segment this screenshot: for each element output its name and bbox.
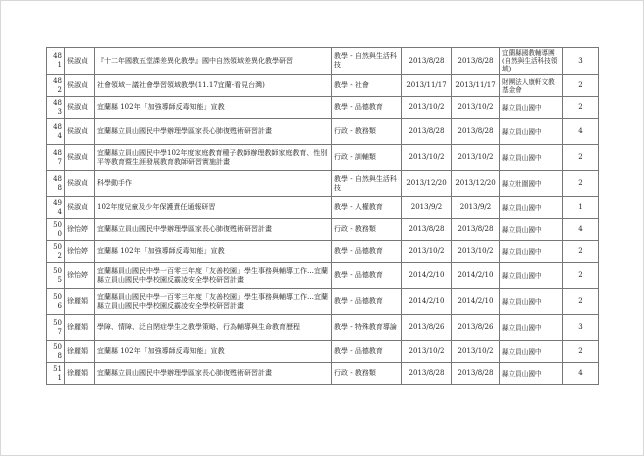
hours-cell	[563, 75, 599, 97]
teacher-name: 徐怡婷	[67, 247, 88, 255]
start-date-cell	[402, 145, 452, 171]
record-number-cell	[47, 219, 65, 241]
course-category-cell	[332, 75, 402, 97]
hours-cell	[563, 289, 599, 315]
end-date-cell	[452, 197, 500, 219]
teacher-name-cell	[65, 48, 95, 75]
course-title: 宜蘭縣立員山國民中學辦理學區家長心肺復甦術研習計畫	[97, 225, 272, 233]
organizer: 縣立員山國中	[502, 323, 542, 332]
course-category-cell	[332, 145, 402, 171]
record-number-cell	[47, 363, 65, 385]
hours-cell	[563, 219, 599, 241]
course-category: 行政 - 教務類	[334, 369, 376, 377]
course-title-cell	[95, 241, 332, 263]
end-date-cell	[452, 315, 500, 341]
course-title-cell	[95, 289, 332, 315]
teacher-name: 侯淑貞	[67, 179, 88, 187]
hours: 3	[578, 323, 583, 331]
hours: 2	[578, 81, 583, 89]
record-number: 511	[53, 364, 62, 382]
organizer: 縣立員山國中	[502, 247, 542, 256]
end-date: 2013/8/28	[457, 127, 494, 135]
record-number-cell	[47, 289, 65, 315]
record-number-cell	[47, 97, 65, 119]
hours: 2	[578, 247, 583, 255]
organizer-cell	[500, 263, 563, 289]
teacher-name: 徐怡婷	[67, 225, 88, 233]
end-date-cell	[452, 241, 500, 263]
record-number: 484	[53, 122, 62, 140]
record-number: 500	[53, 220, 62, 238]
record-number: 508	[53, 342, 62, 360]
organizer: 縣立員山國中	[502, 103, 542, 112]
course-category: 教學 - 品德教育	[334, 271, 383, 279]
course-category: 行政 - 訓輔類	[334, 153, 376, 161]
course-title-cell	[95, 263, 332, 289]
course-category-cell	[332, 241, 402, 263]
teacher-name: 徐麗娟	[67, 297, 88, 305]
table-row	[47, 75, 599, 97]
organizer-cell	[500, 145, 563, 171]
start-date-cell	[402, 315, 452, 341]
organizer: 財團法人康軒文教基金會	[502, 77, 555, 94]
course-title-cell	[95, 145, 332, 171]
hours-cell	[563, 119, 599, 145]
course-category: 教學 - 自然與生活科技	[334, 52, 397, 69]
course-title: 『十二年國教五堂課差異化教學』國中自然領域差異化教學研習	[97, 56, 293, 65]
end-date: 2013/8/28	[457, 56, 494, 65]
start-date: 2013/10/2	[408, 347, 445, 355]
record-number-cell	[47, 341, 65, 363]
organizer: 縣立員山國中	[502, 271, 542, 280]
table-row	[47, 315, 599, 341]
record-number: 506	[53, 292, 62, 310]
end-date-cell	[452, 341, 500, 363]
start-date: 2013/10/2	[408, 247, 445, 255]
organizer-cell	[500, 48, 563, 75]
teacher-name: 侯淑貞	[67, 203, 88, 211]
start-date: 2013/8/28	[408, 127, 445, 135]
organizer-cell	[500, 363, 563, 385]
table-row	[47, 241, 599, 263]
end-date: 2013/10/2	[457, 153, 494, 161]
end-date: 2013/9/2	[459, 203, 492, 211]
course-title: 社會領域－議社會學習領域教學(11.17宜蘭-看見台灣)	[97, 81, 265, 89]
start-date: 2013/10/2	[408, 103, 445, 111]
course-title-cell	[95, 75, 332, 97]
end-date: 2013/8/28	[457, 225, 494, 233]
record-number-cell	[47, 145, 65, 171]
course-category: 教學 - 品德教育	[334, 103, 383, 111]
table-row	[47, 197, 599, 219]
teacher-name: 侯淑貞	[67, 153, 88, 161]
teacher-name-cell	[65, 289, 95, 315]
organizer: 縣立員山國中	[502, 347, 542, 356]
end-date-cell	[452, 289, 500, 315]
teacher-name-cell	[65, 75, 95, 97]
start-date: 2013/10/2	[408, 153, 445, 161]
teacher-name: 侯淑貞	[67, 56, 88, 65]
hours-cell	[563, 241, 599, 263]
record-number: 482	[53, 76, 62, 94]
table-row	[47, 48, 599, 75]
hours-cell	[563, 171, 599, 197]
end-date-cell	[452, 363, 500, 385]
course-title-cell	[95, 363, 332, 385]
end-date: 2013/8/26	[457, 323, 494, 331]
teacher-name: 徐麗娟	[67, 369, 88, 377]
course-category: 教學 - 品德教育	[334, 247, 383, 255]
end-date: 2013/12/20	[455, 179, 496, 187]
hours: 4	[578, 127, 583, 135]
end-date-cell	[452, 145, 500, 171]
start-date-cell	[402, 219, 452, 241]
organizer: 縣立壯圍國中	[502, 179, 542, 188]
record-number-cell	[47, 75, 65, 97]
end-date-cell	[452, 97, 500, 119]
start-date: 2013/8/28	[408, 56, 445, 65]
course-title: 宜蘭縣 102年「加強導師反毒知能」宣教	[97, 103, 225, 111]
start-date-cell	[402, 289, 452, 315]
hours: 1	[578, 203, 583, 211]
course-category-cell	[332, 289, 402, 315]
end-date: 2013/11/17	[455, 81, 496, 89]
organizer: 縣立員山國中	[502, 203, 542, 212]
start-date-cell	[402, 171, 452, 197]
course-title: 科學動手作	[97, 179, 132, 187]
start-date: 2014/2/10	[408, 271, 445, 279]
course-category-cell	[332, 119, 402, 145]
hours-cell	[563, 263, 599, 289]
hours-cell	[563, 97, 599, 119]
hours-cell	[563, 341, 599, 363]
hours: 2	[578, 103, 583, 111]
end-date: 2014/2/10	[457, 297, 494, 305]
start-date-cell	[402, 241, 452, 263]
course-category: 行政 - 教務類	[334, 127, 376, 135]
organizer-cell	[500, 197, 563, 219]
table-row	[47, 97, 599, 119]
start-date-cell	[402, 363, 452, 385]
start-date: 2013/11/17	[406, 81, 447, 89]
organizer-cell	[500, 171, 563, 197]
organizer: 縣立員山國中	[502, 297, 542, 306]
course-category: 教學 - 品德教育	[334, 347, 383, 355]
table-row	[47, 145, 599, 171]
table-row	[47, 341, 599, 363]
record-number: 494	[53, 198, 62, 216]
start-date: 2013/9/2	[410, 203, 443, 211]
organizer-cell	[500, 97, 563, 119]
teacher-name-cell	[65, 315, 95, 341]
teacher-name-cell	[65, 241, 95, 263]
start-date: 2014/2/10	[408, 297, 445, 305]
organizer-cell	[500, 219, 563, 241]
end-date: 2013/10/2	[457, 103, 494, 111]
end-date-cell	[452, 48, 500, 75]
end-date: 2013/10/2	[457, 247, 494, 255]
course-category-cell	[332, 197, 402, 219]
course-title: 102年度兒童及少年保護責任通報研習	[97, 203, 216, 211]
course-category-cell	[332, 219, 402, 241]
hours: 2	[578, 297, 583, 305]
course-title-cell	[95, 97, 332, 119]
record-number-cell	[47, 171, 65, 197]
course-title: 宜蘭縣立員山國民中學102年度家庭教育種子教師辦理教師家庭教育、性別平等教育暨生涯發展教育教師研習實施計畫	[97, 148, 328, 166]
teacher-name: 徐麗娟	[67, 323, 88, 331]
organizer-cell	[500, 119, 563, 145]
course-category-cell	[332, 341, 402, 363]
hours: 2	[578, 179, 583, 187]
course-title: 宜蘭縣立員山國民中學辦理學區家長心肺復甦術研習計畫	[97, 127, 272, 135]
organizer: 縣立員山國中	[502, 369, 542, 378]
teacher-name-cell	[65, 145, 95, 171]
hours: 2	[578, 347, 583, 355]
hours: 2	[578, 153, 583, 161]
organizer-cell	[500, 241, 563, 263]
table-row	[47, 263, 599, 289]
organizer: 縣立員山國中	[502, 127, 542, 136]
teacher-name: 徐麗娟	[67, 347, 88, 355]
course-title: 宜蘭縣 102年「加強導師反毒知能」宣教	[97, 247, 225, 255]
teacher-name-cell	[65, 263, 95, 289]
hours: 2	[578, 271, 583, 279]
hours: 3	[578, 56, 583, 65]
end-date: 2014/2/10	[457, 271, 494, 279]
end-date: 2013/8/28	[457, 369, 494, 377]
record-number-cell	[47, 315, 65, 341]
course-category: 教學 - 特殊教育導論	[334, 323, 397, 331]
course-category-cell	[332, 363, 402, 385]
record-number: 481	[53, 52, 62, 69]
record-number-cell	[47, 241, 65, 263]
hours-cell	[563, 363, 599, 385]
end-date-cell	[452, 119, 500, 145]
teacher-name: 侯淑貞	[67, 127, 88, 135]
start-date-cell	[402, 341, 452, 363]
course-category: 行政 - 教務類	[334, 225, 376, 233]
start-date: 2013/12/20	[406, 179, 447, 187]
table-row	[47, 171, 599, 197]
hours-cell	[563, 315, 599, 341]
organizer-cell	[500, 341, 563, 363]
start-date: 2013/8/28	[408, 369, 445, 377]
course-title-cell	[95, 341, 332, 363]
course-title-cell	[95, 171, 332, 197]
teacher-name: 侯淑貞	[67, 81, 88, 89]
hours-cell	[563, 197, 599, 219]
start-date-cell	[402, 197, 452, 219]
table-row	[47, 219, 599, 241]
course-title-cell	[95, 119, 332, 145]
record-number-cell	[47, 197, 65, 219]
course-category-cell	[332, 315, 402, 341]
organizer: 縣立員山國中	[502, 153, 542, 162]
teacher-name: 侯淑貞	[67, 103, 88, 111]
course-title: 學障、情障、泛自閉症學生之教學策略、行為輔導與生命教育歷程	[97, 323, 300, 331]
record-number: 507	[53, 318, 62, 336]
course-title: 宜蘭縣立員山國民中學辦理學區家長心肺復甦術研習計畫	[97, 369, 272, 377]
end-date: 2013/10/2	[457, 347, 494, 355]
organizer-cell	[500, 75, 563, 97]
course-title-cell	[95, 219, 332, 241]
start-date: 2013/8/28	[408, 225, 445, 233]
start-date-cell	[402, 97, 452, 119]
course-category-cell	[332, 48, 402, 75]
teacher-name-cell	[65, 197, 95, 219]
course-title: 宜蘭縣員山國民中學一百零三年度「友善校園」學生事務與輔導工作…宜蘭縣立員山國民中學校園反霸凌安全學校研習計畫	[97, 266, 328, 284]
start-date-cell	[402, 48, 452, 75]
teacher-name: 徐怡婷	[67, 271, 88, 279]
end-date-cell	[452, 171, 500, 197]
teacher-name-cell	[65, 119, 95, 145]
table-row	[47, 119, 599, 145]
hours: 4	[578, 369, 583, 377]
course-category: 教學 - 社會	[334, 81, 369, 89]
organizer-cell	[500, 289, 563, 315]
organizer: 縣立員山國中	[502, 225, 542, 234]
table-row	[47, 363, 599, 385]
course-category: 教學 - 品德教育	[334, 297, 383, 305]
course-title-cell	[95, 197, 332, 219]
teacher-name-cell	[65, 341, 95, 363]
course-category: 教學 - 人權教育	[334, 203, 383, 211]
end-date-cell	[452, 263, 500, 289]
course-title-cell	[95, 48, 332, 75]
training-records-table	[46, 47, 599, 385]
course-title: 宜蘭縣員山國民中學一百零三年度「友善校園」學生事務與輔導工作…宜蘭縣立員山國民中學校園反霸凌安全學校研習計畫	[97, 292, 328, 310]
organizer-cell	[500, 315, 563, 341]
record-number: 483	[53, 98, 62, 116]
course-category: 教學 - 自然與生活科技	[334, 174, 397, 192]
course-category-cell	[332, 97, 402, 119]
course-category-cell	[332, 171, 402, 197]
record-number-cell	[47, 48, 65, 75]
hours-cell	[563, 48, 599, 75]
course-category-cell	[332, 263, 402, 289]
course-title: 宜蘭縣 102年「加強導師反毒知能」宣教	[97, 347, 225, 355]
table-row	[47, 289, 599, 315]
record-number: 487	[53, 148, 62, 166]
record-number-cell	[47, 263, 65, 289]
record-number-cell	[47, 119, 65, 145]
organizer: 宜蘭縣國教輔導團(自然與生活科技領域)	[502, 49, 558, 73]
end-date-cell	[452, 219, 500, 241]
teacher-name-cell	[65, 171, 95, 197]
teacher-name-cell	[65, 97, 95, 119]
hours-cell	[563, 145, 599, 171]
record-number: 505	[53, 266, 62, 284]
record-number: 502	[53, 242, 62, 260]
start-date-cell	[402, 119, 452, 145]
course-title-cell	[95, 315, 332, 341]
table-body	[47, 48, 599, 385]
record-number: 488	[53, 174, 62, 192]
start-date-cell	[402, 75, 452, 97]
teacher-name-cell	[65, 363, 95, 385]
hours: 4	[578, 225, 583, 233]
start-date-cell	[402, 263, 452, 289]
end-date-cell	[452, 75, 500, 97]
teacher-name-cell	[65, 219, 95, 241]
start-date: 2013/8/26	[408, 323, 445, 331]
